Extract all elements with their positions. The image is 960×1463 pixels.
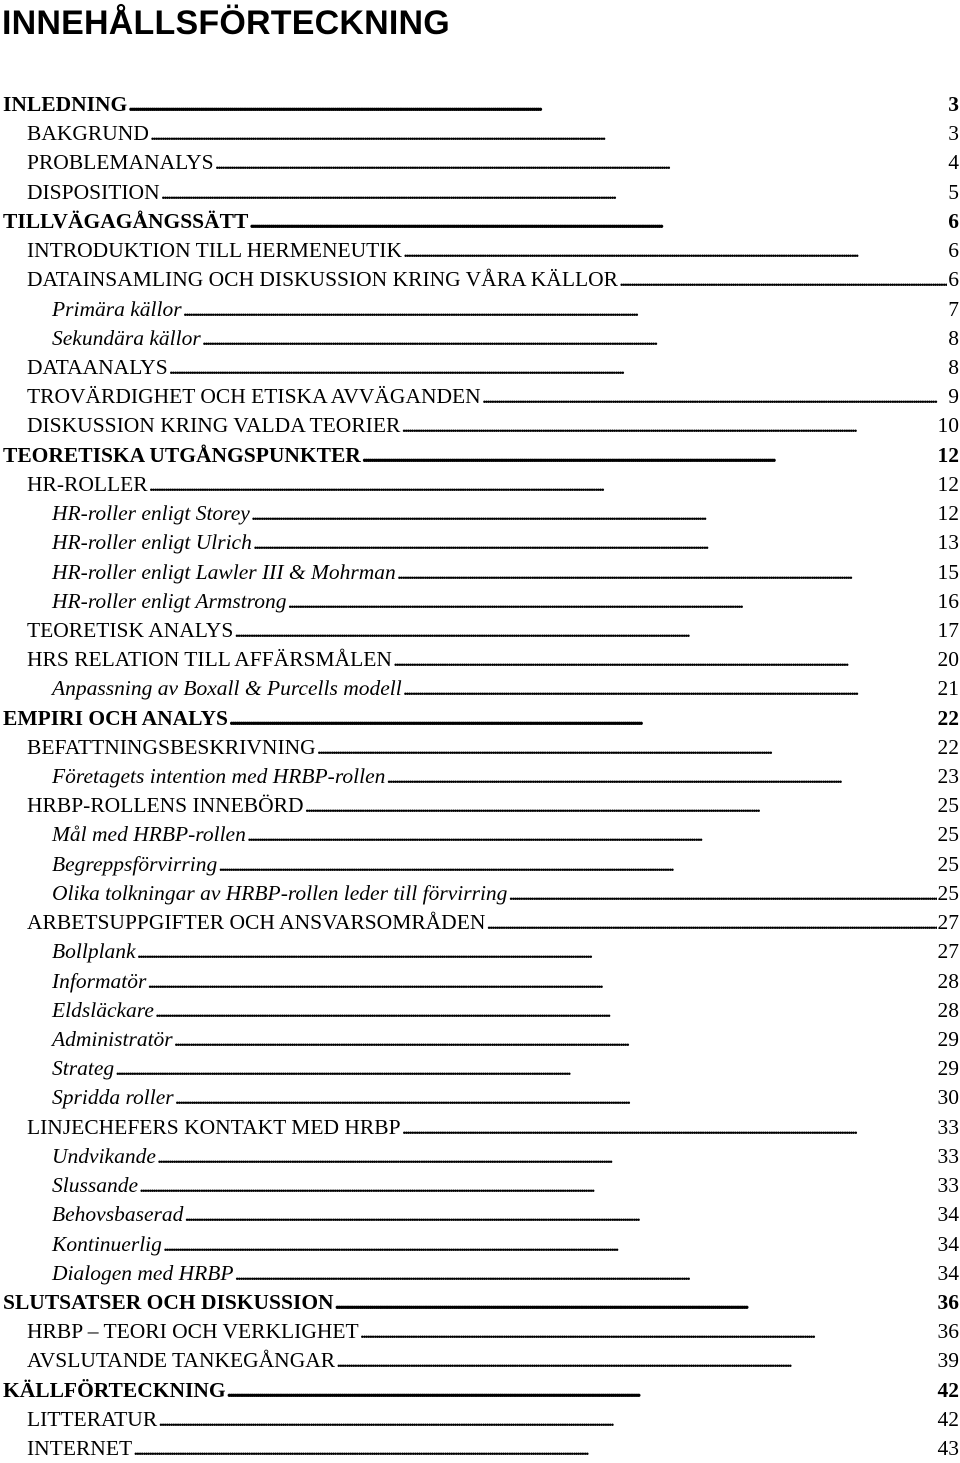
toc-entry[interactable] xyxy=(0,967,960,996)
toc-entry[interactable] xyxy=(0,762,960,791)
toc-entry[interactable] xyxy=(0,558,960,587)
dot-leader xyxy=(386,762,936,791)
dot-leader xyxy=(158,1405,936,1434)
toc-entry[interactable] xyxy=(0,1376,960,1405)
toc-entry[interactable] xyxy=(0,1171,960,1200)
dot-leader xyxy=(362,441,937,470)
dot-leader xyxy=(235,1259,937,1288)
dot-leader xyxy=(403,236,947,265)
toc-entry-page-number: 13 xyxy=(938,528,960,557)
toc-entry[interactable] xyxy=(0,119,960,148)
toc-entry-label: HR-roller enligt Lawler III & Mohrman xyxy=(52,558,396,587)
dot-leader xyxy=(249,207,947,236)
toc-entry-page-number: 25 xyxy=(938,850,960,879)
dot-leader xyxy=(619,265,947,294)
dot-leader xyxy=(174,1025,937,1054)
dot-leader xyxy=(161,178,948,207)
toc-entry-page-number: 36 xyxy=(938,1288,960,1317)
toc-entry[interactable] xyxy=(0,470,960,499)
toc-entry[interactable] xyxy=(0,1200,960,1229)
dot-leader xyxy=(183,295,948,324)
toc-entry-page-number: 28 xyxy=(938,996,960,1025)
toc-entry-page-number: 27 xyxy=(938,937,960,966)
toc-entry-page-number: 7 xyxy=(948,295,960,324)
dot-leader xyxy=(133,1434,936,1463)
dot-leader xyxy=(251,499,937,528)
toc-entry-label: DISKUSSION KRING VALDA TEORIER xyxy=(27,411,400,440)
dot-leader xyxy=(288,587,937,616)
toc-entry[interactable] xyxy=(0,353,960,382)
toc-entry-label: Anpassning av Boxall & Purcells modell xyxy=(52,674,402,703)
toc-entry-label: HRS RELATION TILL AFFÄRSMÅLEN xyxy=(27,645,392,674)
toc-entry[interactable] xyxy=(0,1259,960,1288)
toc-entry[interactable] xyxy=(0,236,960,265)
toc-entry-page-number: 34 xyxy=(938,1230,960,1259)
page-title: INNEHÅLLSFÖRTECKNING xyxy=(2,1,450,45)
dot-leader xyxy=(482,382,948,411)
toc-entry-label: Mål med HRBP-rollen xyxy=(52,820,246,849)
toc-entry[interactable] xyxy=(0,1405,960,1434)
toc-entry-page-number: 5 xyxy=(948,178,960,207)
toc-entry-page-number: 22 xyxy=(938,733,960,762)
toc-entry[interactable] xyxy=(0,937,960,966)
toc-entry-label: SLUTSATSER OCH DISKUSSION xyxy=(3,1288,334,1317)
toc-entry-page-number: 6 xyxy=(948,207,960,236)
toc-entry[interactable] xyxy=(0,324,960,353)
toc-entry-label: Spridda roller xyxy=(52,1083,174,1112)
toc-entry-label: Primära källor xyxy=(52,295,182,324)
toc-entry-page-number: 23 xyxy=(938,762,960,791)
toc-entry-label: Eldsläckare xyxy=(52,996,154,1025)
toc-entry-page-number: 43 xyxy=(938,1434,960,1463)
dot-leader xyxy=(139,1171,937,1200)
toc-entry-label: AVSLUTANDE TANKEGÅNGAR xyxy=(27,1346,335,1375)
toc-entry-label: Undvikande xyxy=(52,1142,156,1171)
dot-leader xyxy=(155,996,937,1025)
toc-entry[interactable] xyxy=(0,587,960,616)
toc-entry-label: PROBLEMANALYS xyxy=(27,148,214,177)
toc-entry-page-number: 12 xyxy=(938,470,960,499)
toc-entry-page-number: 20 xyxy=(938,645,960,674)
toc-entry-label: HR-roller enligt Armstrong xyxy=(52,587,287,616)
dot-leader xyxy=(157,1142,937,1171)
toc-entry-page-number: 22 xyxy=(938,704,960,733)
toc-entry-label: Administratör xyxy=(52,1025,173,1054)
toc-entry-page-number: 29 xyxy=(938,1054,960,1083)
toc-entry-page-number: 16 xyxy=(938,587,960,616)
dot-leader xyxy=(403,674,937,703)
toc-entry-label: HRBP – TEORI OCH VERKLIGHET xyxy=(27,1317,359,1346)
dot-leader xyxy=(234,616,936,645)
toc-entry-label: INTERNET xyxy=(27,1434,132,1463)
toc-entry-page-number: 3 xyxy=(948,119,960,148)
toc-entry[interactable] xyxy=(0,528,960,557)
dot-leader xyxy=(360,1317,937,1346)
toc-entry-label: BEFATTNINGSBESKRIVNING xyxy=(27,733,316,762)
toc-entry-page-number: 4 xyxy=(948,148,960,177)
toc-entry-label: Företagets intention med HRBP-rollen xyxy=(52,762,385,791)
toc-entry-page-number: 28 xyxy=(938,967,960,996)
toc-entry-label: Begreppsförvirring xyxy=(52,850,217,879)
toc-entry[interactable] xyxy=(0,1113,960,1142)
toc-entry-label: KÄLLFÖRTECKNING xyxy=(3,1376,226,1405)
toc-entry-page-number: 6 xyxy=(948,265,960,294)
dot-leader xyxy=(508,879,936,908)
toc-entry-label: INLEDNING xyxy=(3,90,127,119)
dot-leader xyxy=(336,1346,936,1375)
toc-entry-label: HR-roller enligt Storey xyxy=(52,499,250,528)
toc-entry[interactable] xyxy=(0,1288,960,1317)
dot-leader xyxy=(247,820,937,849)
toc-entry-page-number: 34 xyxy=(938,1259,960,1288)
toc-entry-label: LINJECHEFERS KONTAKT MED HRBP xyxy=(27,1113,401,1142)
toc-entry-label: Sekundära källor xyxy=(52,324,201,353)
toc-entry-page-number: 12 xyxy=(938,499,960,528)
toc-entry[interactable] xyxy=(0,441,960,470)
dot-leader xyxy=(184,1200,936,1229)
dot-leader xyxy=(401,411,936,440)
toc-entry[interactable] xyxy=(0,1025,960,1054)
toc-entry[interactable] xyxy=(0,1054,960,1083)
toc-entry-page-number: 33 xyxy=(938,1171,960,1200)
toc-entry[interactable] xyxy=(0,295,960,324)
dot-leader xyxy=(169,353,948,382)
dot-leader xyxy=(218,850,936,879)
dot-leader xyxy=(137,937,937,966)
toc-entry[interactable] xyxy=(0,499,960,528)
toc-entry-label: TILLVÄGAGÅNGSSÄTT xyxy=(3,207,248,236)
toc-entry-label: TROVÄRDIGHET OCH ETISKA AVVÄGANDEN xyxy=(27,382,481,411)
toc-entry[interactable] xyxy=(0,1434,960,1463)
dot-leader xyxy=(150,119,947,148)
toc-entry-page-number: 9 xyxy=(948,382,960,411)
toc-entry-page-number: 33 xyxy=(938,1142,960,1171)
toc-entry[interactable] xyxy=(0,645,960,674)
toc-entry[interactable] xyxy=(0,850,960,879)
toc-entry[interactable] xyxy=(0,148,960,177)
toc-entry-page-number: 17 xyxy=(938,616,960,645)
dot-leader xyxy=(393,645,937,674)
toc-entry-label: LITTERATUR xyxy=(27,1405,157,1434)
toc-entry-page-number: 15 xyxy=(938,558,960,587)
toc-entry-page-number: 25 xyxy=(938,820,960,849)
toc-entry-page-number: 25 xyxy=(938,791,960,820)
toc-entry[interactable] xyxy=(0,382,960,411)
dot-leader xyxy=(163,1230,937,1259)
toc-entry-label: HR-ROLLER xyxy=(27,470,148,499)
toc-entry-label: Olika tolkningar av HRBP-rollen leder till förvirring xyxy=(52,879,507,908)
toc-entry-page-number: 12 xyxy=(938,441,960,470)
toc-entry-page-number: 36 xyxy=(938,1317,960,1346)
toc-entry-label: Informatör xyxy=(52,967,146,996)
toc-entry[interactable] xyxy=(0,207,960,236)
toc-entry-label: DATAINSAMLING OCH DISKUSSION KRING VÅRA KÄLLOR xyxy=(27,265,618,294)
dot-leader xyxy=(335,1288,937,1317)
dot-leader xyxy=(147,967,936,996)
toc-entry-label: Dialogen med HRBP xyxy=(52,1259,234,1288)
dot-leader xyxy=(305,791,937,820)
toc-entry[interactable] xyxy=(0,674,960,703)
toc-entry-label: Kontinuerlig xyxy=(52,1230,162,1259)
toc-entry[interactable] xyxy=(0,90,960,119)
toc-entry[interactable] xyxy=(0,791,960,820)
toc-entry-page-number: 29 xyxy=(938,1025,960,1054)
dot-leader xyxy=(115,1054,936,1083)
dot-leader xyxy=(202,324,948,353)
toc-entry-page-number: 8 xyxy=(948,324,960,353)
toc-entry[interactable] xyxy=(0,616,960,645)
toc-entry-page-number: 42 xyxy=(938,1405,960,1434)
toc-entry[interactable] xyxy=(0,704,960,733)
toc-entry-page-number: 8 xyxy=(948,353,960,382)
toc-entry-page-number: 10 xyxy=(938,411,960,440)
toc-entry[interactable] xyxy=(0,996,960,1025)
dot-leader xyxy=(128,90,947,119)
toc-entry-page-number: 39 xyxy=(938,1346,960,1375)
toc-entry-label: INTRODUKTION TILL HERMENEUTIK xyxy=(27,236,402,265)
toc-entry[interactable] xyxy=(0,178,960,207)
dot-leader xyxy=(253,528,937,557)
toc-entry-label: BAKGRUND xyxy=(27,119,149,148)
toc-entry-label: TEORETISKA UTGÅNGSPUNKTER xyxy=(3,441,361,470)
toc-entry-page-number: 27 xyxy=(938,908,960,937)
toc-entry-label: EMPIRI OCH ANALYS xyxy=(3,704,228,733)
toc-entry[interactable] xyxy=(0,1230,960,1259)
toc-entry[interactable] xyxy=(0,908,960,937)
toc-entry-page-number: 42 xyxy=(938,1376,960,1405)
dot-leader xyxy=(215,148,948,177)
toc-entry-page-number: 33 xyxy=(938,1113,960,1142)
dot-leader xyxy=(229,704,937,733)
dot-leader xyxy=(149,470,937,499)
toc-entry-label: DATAANALYS xyxy=(27,353,168,382)
toc-entry[interactable] xyxy=(0,265,960,294)
toc-entry-page-number: 34 xyxy=(938,1200,960,1229)
toc-entry-page-number: 21 xyxy=(938,674,960,703)
toc-entry-page-number: 3 xyxy=(948,90,960,119)
toc-entry-page-number: 6 xyxy=(948,236,960,265)
toc-entry[interactable] xyxy=(0,411,960,440)
toc-entry-label: Behovsbaserad xyxy=(52,1200,183,1229)
toc-entry[interactable] xyxy=(0,1346,960,1375)
toc-entry-page-number: 25 xyxy=(938,879,960,908)
toc-entry-label: Slussande xyxy=(52,1171,138,1200)
toc-entry[interactable] xyxy=(0,820,960,849)
toc-entry[interactable] xyxy=(0,733,960,762)
toc-entry-label: DISPOSITION xyxy=(27,178,160,207)
toc-entry-label: ARBETSUPPGIFTER OCH ANSVARSOMRÅDEN xyxy=(27,908,485,937)
toc-entry[interactable] xyxy=(0,1317,960,1346)
toc-entry[interactable] xyxy=(0,1083,960,1112)
dot-leader xyxy=(227,1376,937,1405)
toc-entry-page-number: 30 xyxy=(938,1083,960,1112)
table-of-contents xyxy=(0,90,960,1463)
toc-entry[interactable] xyxy=(0,1142,960,1171)
dot-leader xyxy=(397,558,937,587)
toc-entry-label: HRBP-ROLLENS INNEBÖRD xyxy=(27,791,304,820)
dot-leader xyxy=(175,1083,937,1112)
dot-leader xyxy=(402,1113,937,1142)
dot-leader xyxy=(317,733,937,762)
toc-entry-label: HR-roller enligt Ulrich xyxy=(52,528,252,557)
toc-entry-label: Bollplank xyxy=(52,937,136,966)
toc-entry[interactable] xyxy=(0,879,960,908)
toc-entry-label: Strateg xyxy=(52,1054,114,1083)
dot-leader xyxy=(486,908,936,937)
toc-entry-label: TEORETISK ANALYS xyxy=(27,616,233,645)
